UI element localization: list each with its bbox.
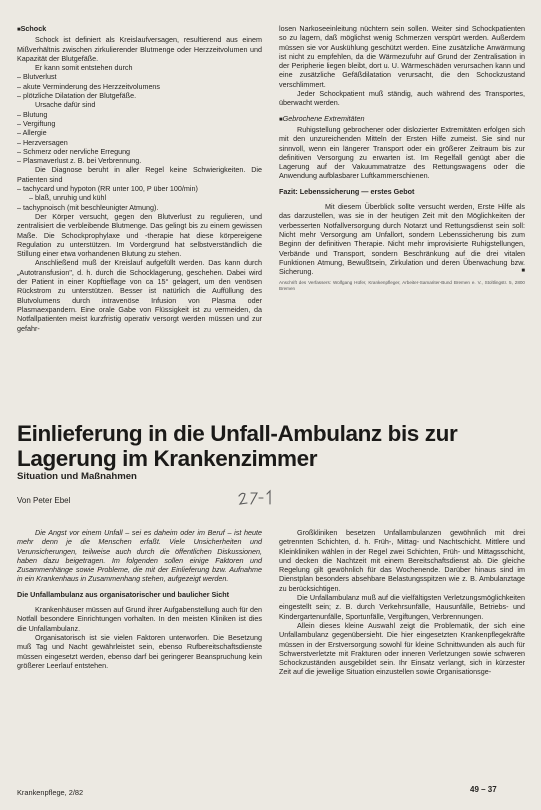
schock-line: – akute Verminderung des Herzzeitvolumens: [17, 81, 161, 91]
section-heading-fazit: Fazit: Lebenssicherung — erstes Gebot: [279, 186, 415, 196]
schock-line: Schock ist definiert als Kreislaufversagen, resultierend aus einem Mißverhältnis zwischen zirkulierender Blutmenge oder Herzzeitvolumen und Kapazität der Blutgefäße.: [17, 35, 262, 63]
paragraph: [279, 202, 525, 276]
schock-line: Der Körper versucht, gegen den Blutverlust zu regulieren, und zentralisiert die verbleibende Blutmenge. Das gelingt bis zu einem gewissen Maße. Die Schockprophylaxe und -therapie hat diese körpereigene Regulation zu unterstützen. Im Vordergrund hat selbstverständlich die Stillung einer etwa vorhandenen Blutung zu stehen.: [17, 211, 262, 259]
lead-paragraph: Die Angst vor einem Unfall – sei es daheim oder im Beruf – ist heute mehr denn je die Menschen erfaßt. Viele Unsicherheiten und Verunsicherungen, teilweise auch durch die öffentlichen Diskussionen, haben dazu beigetragen. Im folgenden sollen einige Faktoren und Zusammenhänge sowie Probleme, die mit der Einlieferung bzw. Aufnahme in ein Krankenhaus in Zusammenhang stehen, aufgezeigt werden.: [17, 528, 262, 584]
fazit-text: Mit diesem Überblick sollte versucht werden, Erste Hilfe als das darzustellen, was sie in der heutigen Zeit mit den Möglichkeiten der verbesserten Notfallversorgung durch Notarzt und Rettungsdienst sein soll: Nicht mehr Versorgung am Unfallort, sondern Lebenssicherung bis zum Beginn der definitiven Therapie. Nicht mehr improvisierte Ruhigstellungen, Verbände und Transport, sondern Beschränkung auf die drei vitalen Funktionen Atmung, Bewußtsein, Zirkulation und deren Überwachung bzw. Sicherung.: [279, 202, 525, 277]
section-heading-schock: ■ Schock: [17, 24, 262, 35]
end-mark-icon: ■: [521, 268, 525, 275]
journal-footer: Krankenpflege, 2/82: [17, 788, 84, 797]
paragraph: Krankenhäuser müssen auf Grund ihrer Aufgabenstellung auch für den Notfall besondere Einrichtungen vorhalten. In den meisten Kliniken ist dies die Unfallambulanz.: [17, 605, 262, 633]
schock-line: – tachypnoisch (mit beschleunigter Atmung).: [17, 202, 159, 212]
schock-line: Die Diagnose beruht in aller Regel keine Schwierigkeiten. Die Patienten sind: [17, 165, 262, 184]
paragraph: Ruhigstellung gebrochener oder dislozierter Extremitäten erfolgen sich mit den unzureichenden Mitteln der Ersten Hilfe zumeist. Sie sind nur sinnvoll, wenn ein längerer Transport oder ein größerer Zeitraum bis zur definitiven Versorgung zu erwarten ist. Im Regelfall genügt aber die Lagerung auf der Vakuummatratze des Rettungswagens oder die Anwendung aufblasbarer Luftkammerschienen.: [279, 124, 525, 181]
column-bottom-right: [279, 528, 525, 677]
column-bottom-left: [17, 528, 262, 670]
schock-line: – Herzversagen: [17, 137, 68, 147]
section-heading-unfallambulanz: Die Unfallambulanz aus organisatorischer und baulicher Sicht: [17, 589, 230, 599]
paragraph: Organisatorisch ist sie vielen Faktoren unterworfen. Die Besetzung muß Tag und Nacht gewährleistet sein, ebenso Rufbereitschaftsdienste müssen eingesetzt werden, ebenso darf bei geringerer Beanspruchung kein größerer Leerlauf entstehen.: [17, 632, 262, 670]
section-heading-extremitaeten: ■ Gebrochene Extremitäten: [279, 114, 525, 125]
schock-line: – Plasmaverlust z. B. bei Verbrennung.: [17, 156, 142, 166]
schock-line: – Blutverlust: [17, 72, 57, 82]
article-author: Von Peter Ebel: [17, 496, 71, 505]
schock-text: [17, 35, 262, 333]
author-address-note: Anschrift des Verfassers: Wolfgang Hüfer, Krankenpfleger, Arbeiter-Samariter-Bund Bremen e. V., Stoltlingstr. 5, 2800 Bremen: [279, 280, 525, 292]
schock-line: – plötzliche Dilatation der Blutgefäße.: [17, 91, 137, 101]
column-top-left: [17, 24, 262, 333]
schock-line: – Schmerz oder nervliche Erregung: [17, 146, 131, 156]
paragraph: losen Narkoseeinleitung nüchtern sein sollen. Weiter sind Schockpatienten so zu lagern, daß möglichst wenig Schmerzen verspürt werden. Außerdem müssen sie vor Auskühlung geschützt werden. Eine zusätzliche Anwärmung ist nicht zu empfehlen, da die Wärmezufuhr auf Grund der Zentralisation in der Peripherie liegen bleibt, dort u. U. Wärmeschäden verursachen kann und eine zusätzliche Gefäßdilatation verursacht, die den Schockzustand verschlimmert.: [279, 24, 525, 89]
paragraph: Großkliniken besetzen Unfallambulanzen gewöhnlich mit drei getrennten Schichten, d. h. Früh-, Mittag- und Nachtschicht. Mittlere und Kleinkliniken wählen in der Regel zwei Schichten, Früh- und Mittagsschicht, und decken die Nachtzeit mit einem Bereitschaftsdienst ab. Die gleiche Regelung gilt gewöhnlich für das Wochenende. Darüber hinaus sind im Dienstplan besonders absehbare Belastungsspitzen wie z. B. Ambulanztage zu berücksichtigen.: [279, 528, 525, 593]
schock-line: – Allergie: [17, 128, 47, 138]
page-number: 49 – 37: [470, 785, 497, 794]
schock-line: Anschließend muß der Kreislauf aufgefüllt werden. Das kann durch „Autotransfusion", d. h. durch die Schocklagerung, geschehen. Dabei wird der Patient in einer Kopftieflage von ca 15° gelagert, um den venösen Rückstrom zu unterstützen. Besser ist natürlich die Auffüllung des Blutvolumens durch intravenöse Infusion von Plasma oder Plasmaexpandern. Eine orale Gabe von Flüssigkeit ist zu vermeiden, da Notfallpatienten meist kurzfristig operativ versorgt werden müssen und zur gefahr-: [17, 258, 262, 333]
paragraph: Jeder Schockpatient muß ständig, auch während des Transportes, überwacht werden.: [279, 89, 525, 108]
article-title: Einlieferung in die Unfall-Ambulanz bis zur Lagerung im Krankenzimmer: [17, 421, 458, 471]
handwritten-annotation-icon: [236, 484, 276, 508]
schock-line: – Vergiftung: [17, 118, 56, 128]
column-top-right: [279, 24, 525, 292]
paragraph: Allein dieses kleine Auswahl zeigt die Problematik, der sich eine Unfallambulanz gegenübersieht. Die hier eingesetzten Krankenpflegekräfte müssen in der Erstversorgung sowohl für kleine Schnittwunden als auch für Schwerstverletzte mit Frakturen oder inneren Verletzungen sowie schweren Schockzuständen ausgebildet sein. Ihr Einsatz verlangt, sich in kürzester Zeit auf die jeweilige Situation einzustellen sowie Organisationsge-: [279, 620, 525, 677]
paragraph: Die Unfallambulanz muß auf die vielfältigsten Verletzungsmöglichkeiten eingestellt sein; z. B. durch Verkehrsunfälle, Hausunfälle, Betriebs- und Kindergartenunfälle, Sportunfälle, Vergiftungen, Verbrennungen.: [279, 593, 525, 621]
schock-line: Er kann somit entstehen durch: [35, 63, 133, 73]
schock-line: – blaß, unruhig und kühl: [29, 193, 107, 203]
schock-line: Ursache dafür sind: [35, 100, 96, 110]
schock-line: – tachycard und hypoton (RR unter 100, P über 100/min): [17, 184, 198, 194]
schock-line: – Blutung: [17, 109, 48, 119]
article-subtitle: Situation und Maßnahmen: [17, 471, 137, 482]
